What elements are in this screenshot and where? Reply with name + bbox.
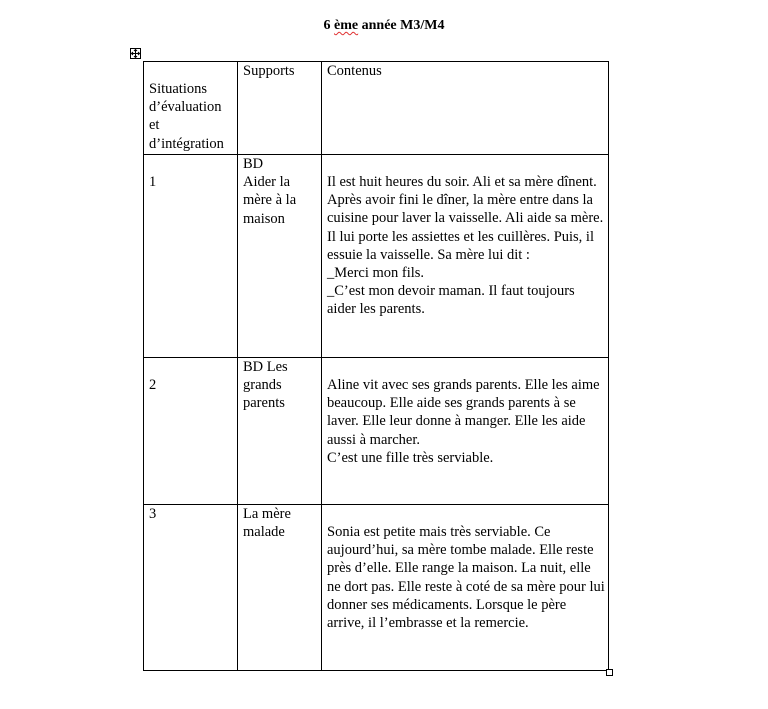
table-move-handle-icon[interactable] xyxy=(130,48,141,59)
cell-content[interactable] xyxy=(322,358,609,505)
situation-number: 3 xyxy=(149,506,157,522)
support-text: La mère malade xyxy=(243,506,291,541)
content-text: Il est huit heures du soir. Ali et sa mère dînent. Après avoir fini le dîner, la mère entre dans la cuisine pour laver la vaisselle. Ali aide sa mère. Il lui porte les assiettes et les cuillères. Puis, il essuie la vaisselle. Sa mère lui dit : _Merci mon fils. _C’est mon devoir maman. Il faut toujours aider les parents. xyxy=(327,174,604,318)
cell-support[interactable] xyxy=(238,505,322,671)
evaluation-table xyxy=(143,61,609,671)
support-text: BD Les grands parents xyxy=(243,359,288,412)
table-header-row xyxy=(144,62,609,155)
header-supports-label: Supports xyxy=(243,63,295,79)
content-text: Sonia est petite mais très serviable. Ce aujourd’hui, sa mère tombe malade. Elle reste près d’elle. Elle range la maison. La nuit, elle ne dort pas. Elle reste à coté de sa mère pour lui donner ses médicaments. Lorsque le père arrive, il l’embrasse et la remercie. xyxy=(327,524,605,632)
situation-number: 2 xyxy=(149,377,157,393)
cell-content[interactable] xyxy=(322,505,609,671)
header-cell-supports[interactable] xyxy=(238,62,322,155)
header-cell-situations[interactable] xyxy=(144,62,238,155)
cell-support[interactable] xyxy=(238,155,322,358)
header-cell-contenus[interactable] xyxy=(322,62,609,155)
table-row xyxy=(144,505,609,671)
content-text: Aline vit avec ses grands parents. Elle les aime beaucoup. Elle aide ses grands parents à se laver. Elle leur donne à manger. Elle les aide aussi à marcher. C’est une fille très serviable. xyxy=(327,377,600,466)
header-contenus-label: Contenus xyxy=(327,63,382,79)
spellcheck-flagged-word[interactable]: ème xyxy=(334,18,359,33)
table-resize-handle-icon[interactable] xyxy=(606,669,613,676)
four-arrows-icon xyxy=(131,49,140,58)
title-before: 6 xyxy=(323,18,335,33)
header-situations-label: Situations d’évaluation et d’intégration xyxy=(149,81,224,152)
cell-situation-number[interactable] xyxy=(144,505,238,671)
table-row xyxy=(144,358,609,505)
document-title xyxy=(0,17,768,35)
table-row xyxy=(144,155,609,358)
cell-situation-number[interactable] xyxy=(144,155,238,358)
cell-content[interactable] xyxy=(322,155,609,358)
situation-number: 1 xyxy=(149,174,157,190)
support-text: BD Aider la mère à la maison xyxy=(243,156,297,227)
cell-support[interactable] xyxy=(238,358,322,505)
title-after: année M3/M4 xyxy=(358,18,445,33)
cell-situation-number[interactable] xyxy=(144,358,238,505)
